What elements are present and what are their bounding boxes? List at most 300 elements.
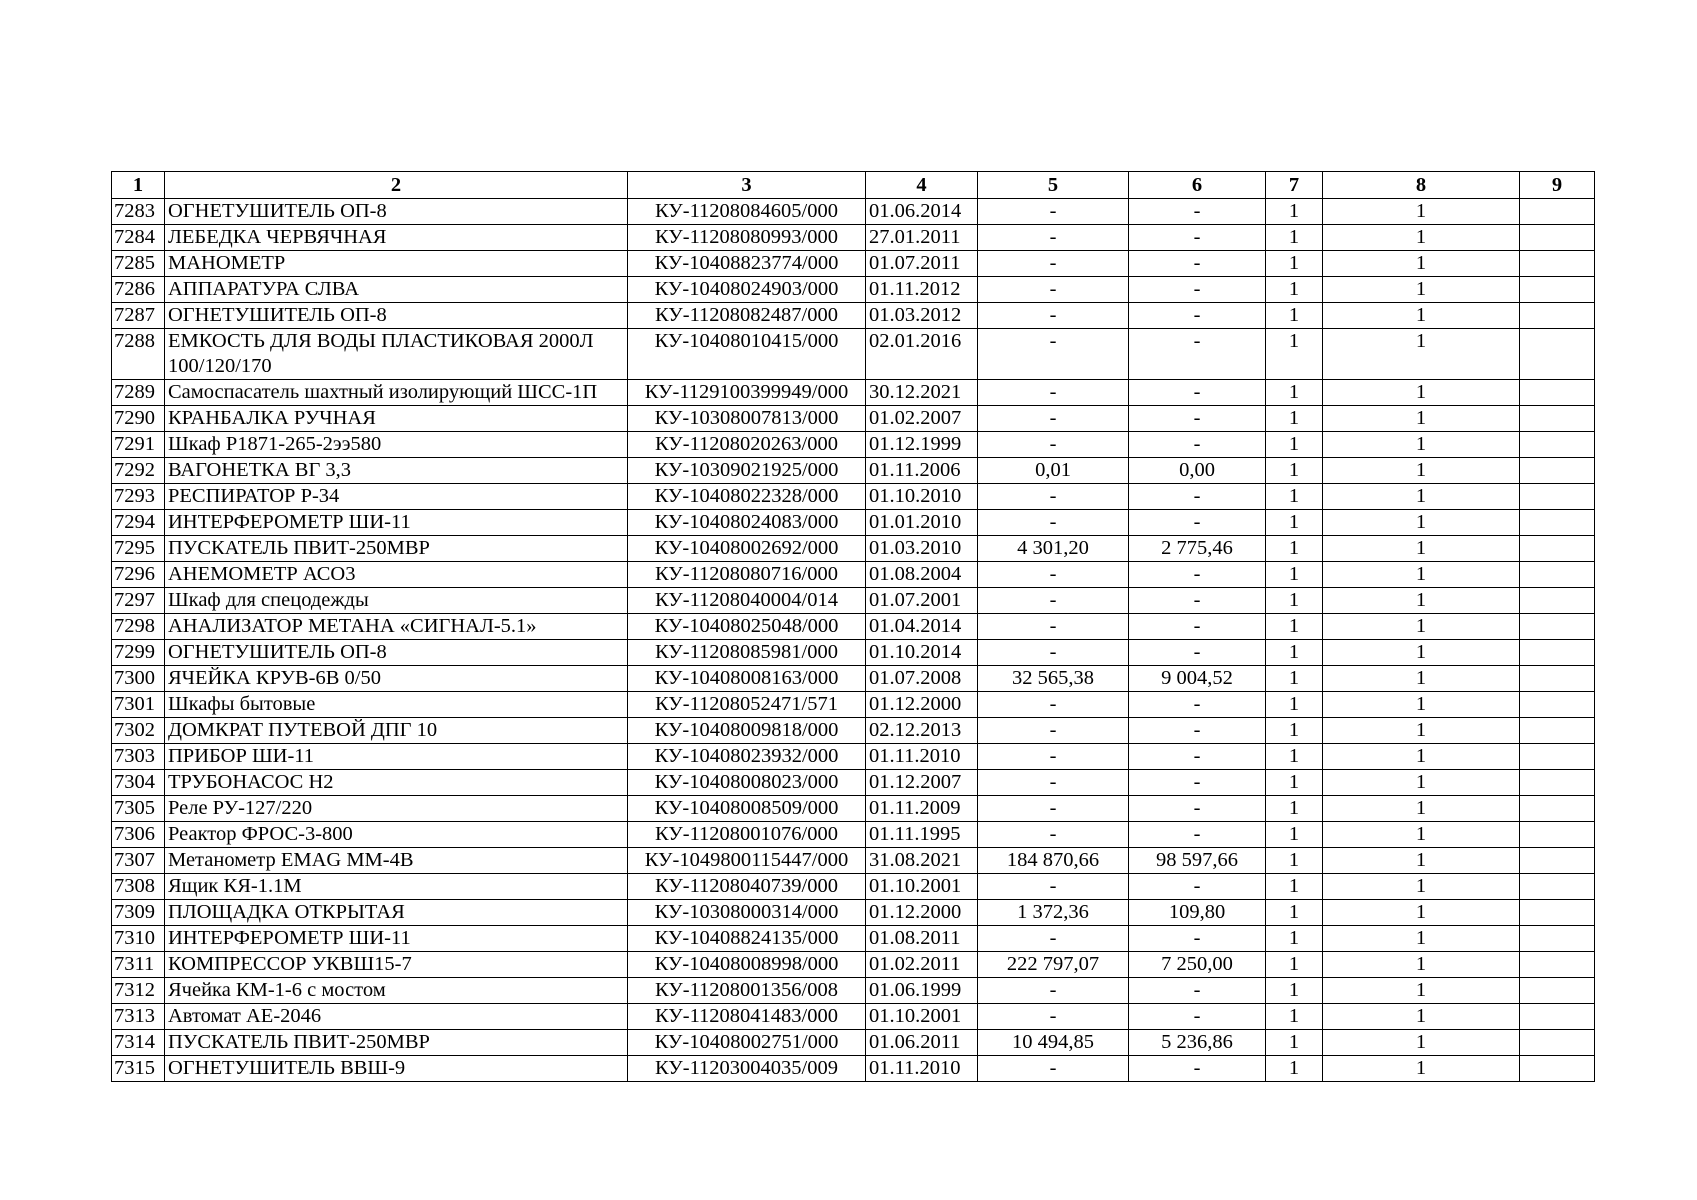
row-number-cell: 7307 — [112, 848, 165, 874]
value-cell-8: 1 — [1323, 900, 1520, 926]
table-row — [112, 926, 1595, 952]
item-name-cell: ПУСКАТЕЛЬ ПВИТ-250МВР — [165, 1030, 628, 1056]
value-cell-5: - — [978, 640, 1129, 666]
item-name-cell: ИНТЕРФЕРОМЕТР ШИ-11 — [165, 926, 628, 952]
date-cell: 01.06.2011 — [866, 1030, 978, 1056]
value-cell-9 — [1520, 614, 1595, 640]
row-number-cell: 7294 — [112, 510, 165, 536]
row-number-cell: 7298 — [112, 614, 165, 640]
date-cell: 01.03.2010 — [866, 536, 978, 562]
value-cell-8: 1 — [1323, 744, 1520, 770]
table-row — [112, 225, 1595, 251]
value-cell-7: 1 — [1266, 588, 1323, 614]
value-cell-5: - — [978, 978, 1129, 1004]
value-cell-9 — [1520, 718, 1595, 744]
value-cell-9 — [1520, 744, 1595, 770]
table-row — [112, 822, 1595, 848]
table-row — [112, 770, 1595, 796]
item-name-cell: ЕМКОСТЬ ДЛЯ ВОДЫ ПЛАСТИКОВАЯ 2000Л 100/120/170 — [165, 329, 628, 380]
value-cell-8: 1 — [1323, 770, 1520, 796]
value-cell-9 — [1520, 458, 1595, 484]
item-name-cell: ВАГОНЕТКА ВГ 3,3 — [165, 458, 628, 484]
column-header: 9 — [1520, 172, 1595, 199]
inventory-code-cell: КУ-11208040004/014 — [628, 588, 866, 614]
value-cell-5: - — [978, 926, 1129, 952]
value-cell-5: - — [978, 588, 1129, 614]
row-number-cell: 7315 — [112, 1056, 165, 1082]
value-cell-7: 1 — [1266, 1056, 1323, 1082]
date-cell: 01.12.2000 — [866, 900, 978, 926]
date-cell: 02.01.2016 — [866, 329, 978, 380]
table-row — [112, 458, 1595, 484]
value-cell-7: 1 — [1266, 277, 1323, 303]
value-cell-7: 1 — [1266, 510, 1323, 536]
inventory-code-cell: КУ-11208085981/000 — [628, 640, 866, 666]
row-number-cell: 7305 — [112, 796, 165, 822]
value-cell-9 — [1520, 562, 1595, 588]
inventory-table — [111, 171, 1595, 1082]
row-number-cell: 7289 — [112, 380, 165, 406]
value-cell-5: - — [978, 251, 1129, 277]
inventory-code-cell: КУ-10408008998/000 — [628, 952, 866, 978]
inventory-code-cell: КУ-11203004035/009 — [628, 1056, 866, 1082]
column-header: 5 — [978, 172, 1129, 199]
value-cell-6: - — [1129, 380, 1266, 406]
inventory-code-cell: КУ-11208041483/000 — [628, 1004, 866, 1030]
value-cell-5: - — [978, 303, 1129, 329]
inventory-code-cell: КУ-11208082487/000 — [628, 303, 866, 329]
table-row — [112, 199, 1595, 225]
value-cell-5: - — [978, 1056, 1129, 1082]
value-cell-8: 1 — [1323, 536, 1520, 562]
value-cell-6: - — [1129, 432, 1266, 458]
value-cell-7: 1 — [1266, 303, 1323, 329]
value-cell-9 — [1520, 900, 1595, 926]
date-cell: 01.10.2001 — [866, 874, 978, 900]
table-row — [112, 1056, 1595, 1082]
row-number-cell: 7312 — [112, 978, 165, 1004]
value-cell-7: 1 — [1266, 225, 1323, 251]
value-cell-5: - — [978, 199, 1129, 225]
item-name-cell: ДОМКРАТ ПУТЕВОЙ ДПГ 10 — [165, 718, 628, 744]
header-row — [112, 172, 1595, 199]
value-cell-5: 32 565,38 — [978, 666, 1129, 692]
table-row — [112, 978, 1595, 1004]
value-cell-5: 0,01 — [978, 458, 1129, 484]
date-cell: 01.07.2001 — [866, 588, 978, 614]
value-cell-6: - — [1129, 588, 1266, 614]
value-cell-9 — [1520, 770, 1595, 796]
table-row — [112, 380, 1595, 406]
value-cell-6: - — [1129, 303, 1266, 329]
inventory-code-cell: КУ-11208020263/000 — [628, 432, 866, 458]
date-cell: 01.03.2012 — [866, 303, 978, 329]
value-cell-7: 1 — [1266, 484, 1323, 510]
value-cell-6: - — [1129, 225, 1266, 251]
table-row — [112, 874, 1595, 900]
value-cell-5: - — [978, 1004, 1129, 1030]
inventory-code-cell: КУ-10408008023/000 — [628, 770, 866, 796]
item-name-cell: КОМПРЕССОР УКВШ15-7 — [165, 952, 628, 978]
value-cell-9 — [1520, 926, 1595, 952]
date-cell: 01.11.2012 — [866, 277, 978, 303]
value-cell-8: 1 — [1323, 588, 1520, 614]
value-cell-8: 1 — [1323, 640, 1520, 666]
value-cell-9 — [1520, 406, 1595, 432]
row-number-cell: 7284 — [112, 225, 165, 251]
inventory-code-cell: КУ-11208001076/000 — [628, 822, 866, 848]
table-row — [112, 251, 1595, 277]
value-cell-7: 1 — [1266, 329, 1323, 380]
value-cell-9 — [1520, 848, 1595, 874]
table-row — [112, 848, 1595, 874]
value-cell-6: - — [1129, 796, 1266, 822]
item-name-cell: АНЕМОМЕТР АСО3 — [165, 562, 628, 588]
value-cell-8: 1 — [1323, 251, 1520, 277]
date-cell: 31.08.2021 — [866, 848, 978, 874]
date-cell: 30.12.2021 — [866, 380, 978, 406]
inventory-code-cell: КУ-1129100399949/000 — [628, 380, 866, 406]
inventory-code-cell: КУ-10408023932/000 — [628, 744, 866, 770]
value-cell-5: - — [978, 614, 1129, 640]
item-name-cell: ПУСКАТЕЛЬ ПВИТ-250МВР — [165, 536, 628, 562]
inventory-code-cell: КУ-11208001356/008 — [628, 978, 866, 1004]
value-cell-8: 1 — [1323, 225, 1520, 251]
table-row — [112, 1030, 1595, 1056]
value-cell-8: 1 — [1323, 666, 1520, 692]
inventory-code-cell: КУ-11208040739/000 — [628, 874, 866, 900]
value-cell-5: - — [978, 874, 1129, 900]
value-cell-5: - — [978, 718, 1129, 744]
value-cell-8: 1 — [1323, 1030, 1520, 1056]
inventory-code-cell: КУ-10408010415/000 — [628, 329, 866, 380]
row-number-cell: 7306 — [112, 822, 165, 848]
value-cell-6: 5 236,86 — [1129, 1030, 1266, 1056]
inventory-code-cell: КУ-10408022328/000 — [628, 484, 866, 510]
row-number-cell: 7302 — [112, 718, 165, 744]
date-cell: 01.07.2008 — [866, 666, 978, 692]
value-cell-7: 1 — [1266, 380, 1323, 406]
value-cell-7: 1 — [1266, 251, 1323, 277]
value-cell-5: - — [978, 510, 1129, 536]
inventory-code-cell: КУ-10308000314/000 — [628, 900, 866, 926]
value-cell-8: 1 — [1323, 510, 1520, 536]
date-cell: 01.08.2004 — [866, 562, 978, 588]
value-cell-8: 1 — [1323, 380, 1520, 406]
value-cell-7: 1 — [1266, 536, 1323, 562]
item-name-cell: Автомат АЕ-2046 — [165, 1004, 628, 1030]
column-header: 8 — [1323, 172, 1520, 199]
value-cell-6: - — [1129, 978, 1266, 1004]
value-cell-5: - — [978, 744, 1129, 770]
date-cell: 01.11.1995 — [866, 822, 978, 848]
table-row — [112, 666, 1595, 692]
value-cell-9 — [1520, 303, 1595, 329]
item-name-cell: КРАНБАЛКА РУЧНАЯ — [165, 406, 628, 432]
table-row — [112, 536, 1595, 562]
table-row — [112, 484, 1595, 510]
column-header: 6 — [1129, 172, 1266, 199]
inventory-code-cell: КУ-10408025048/000 — [628, 614, 866, 640]
value-cell-5: - — [978, 329, 1129, 380]
value-cell-9 — [1520, 952, 1595, 978]
column-header: 7 — [1266, 172, 1323, 199]
date-cell: 02.12.2013 — [866, 718, 978, 744]
date-cell: 01.02.2011 — [866, 952, 978, 978]
table-body — [112, 199, 1595, 1082]
value-cell-5: - — [978, 770, 1129, 796]
row-number-cell: 7290 — [112, 406, 165, 432]
inventory-code-cell: КУ-11208080716/000 — [628, 562, 866, 588]
value-cell-9 — [1520, 796, 1595, 822]
value-cell-7: 1 — [1266, 822, 1323, 848]
value-cell-9 — [1520, 1056, 1595, 1082]
value-cell-7: 1 — [1266, 978, 1323, 1004]
value-cell-6: - — [1129, 562, 1266, 588]
value-cell-6: - — [1129, 718, 1266, 744]
table-row — [112, 640, 1595, 666]
value-cell-5: - — [978, 562, 1129, 588]
value-cell-7: 1 — [1266, 718, 1323, 744]
item-name-cell: ЛЕБЕДКА ЧЕРВЯЧНАЯ — [165, 225, 628, 251]
value-cell-7: 1 — [1266, 900, 1323, 926]
value-cell-8: 1 — [1323, 562, 1520, 588]
value-cell-7: 1 — [1266, 744, 1323, 770]
row-number-cell: 7314 — [112, 1030, 165, 1056]
item-name-cell: Ящик КЯ-1.1М — [165, 874, 628, 900]
column-header: 4 — [866, 172, 978, 199]
row-number-cell: 7292 — [112, 458, 165, 484]
value-cell-8: 1 — [1323, 1056, 1520, 1082]
date-cell: 27.01.2011 — [866, 225, 978, 251]
item-name-cell: АНАЛИЗАТОР МЕТАНА «СИГНАЛ-5.1» — [165, 614, 628, 640]
value-cell-8: 1 — [1323, 329, 1520, 380]
value-cell-9 — [1520, 380, 1595, 406]
table-row — [112, 1004, 1595, 1030]
row-number-cell: 7309 — [112, 900, 165, 926]
value-cell-5: - — [978, 432, 1129, 458]
row-number-cell: 7301 — [112, 692, 165, 718]
value-cell-6: - — [1129, 277, 1266, 303]
value-cell-7: 1 — [1266, 952, 1323, 978]
value-cell-7: 1 — [1266, 562, 1323, 588]
value-cell-6: 0,00 — [1129, 458, 1266, 484]
value-cell-8: 1 — [1323, 614, 1520, 640]
date-cell: 01.07.2011 — [866, 251, 978, 277]
table-row — [112, 432, 1595, 458]
value-cell-9 — [1520, 277, 1595, 303]
item-name-cell: ПРИБОР ШИ-11 — [165, 744, 628, 770]
value-cell-8: 1 — [1323, 926, 1520, 952]
value-cell-8: 1 — [1323, 432, 1520, 458]
date-cell: 01.04.2014 — [866, 614, 978, 640]
value-cell-9 — [1520, 432, 1595, 458]
value-cell-6: - — [1129, 692, 1266, 718]
item-name-cell: МАНОМЕТР — [165, 251, 628, 277]
value-cell-9 — [1520, 484, 1595, 510]
row-number-cell: 7310 — [112, 926, 165, 952]
value-cell-7: 1 — [1266, 406, 1323, 432]
item-name-cell: ИНТЕРФЕРОМЕТР ШИ-11 — [165, 510, 628, 536]
inventory-code-cell: КУ-10408002692/000 — [628, 536, 866, 562]
value-cell-7: 1 — [1266, 432, 1323, 458]
inventory-code-cell: КУ-10408824135/000 — [628, 926, 866, 952]
value-cell-8: 1 — [1323, 952, 1520, 978]
value-cell-9 — [1520, 588, 1595, 614]
value-cell-7: 1 — [1266, 1030, 1323, 1056]
value-cell-6: - — [1129, 510, 1266, 536]
value-cell-8: 1 — [1323, 199, 1520, 225]
value-cell-6: - — [1129, 822, 1266, 848]
value-cell-6: - — [1129, 770, 1266, 796]
value-cell-9 — [1520, 329, 1595, 380]
value-cell-5: - — [978, 796, 1129, 822]
value-cell-6: 9 004,52 — [1129, 666, 1266, 692]
date-cell: 01.02.2007 — [866, 406, 978, 432]
table-row — [112, 952, 1595, 978]
date-cell: 01.01.2010 — [866, 510, 978, 536]
item-name-cell: Шкаф Р1871-265-2ээ580 — [165, 432, 628, 458]
table-row — [112, 614, 1595, 640]
item-name-cell: ОГНЕТУШИТЕЛЬ ОП-8 — [165, 199, 628, 225]
value-cell-8: 1 — [1323, 848, 1520, 874]
value-cell-6: - — [1129, 744, 1266, 770]
item-name-cell: Ячейка КМ-1-6 с мостом — [165, 978, 628, 1004]
value-cell-5: 4 301,20 — [978, 536, 1129, 562]
table-row — [112, 588, 1595, 614]
column-header: 1 — [112, 172, 165, 199]
value-cell-5: - — [978, 484, 1129, 510]
value-cell-5: 184 870,66 — [978, 848, 1129, 874]
value-cell-6: - — [1129, 640, 1266, 666]
inventory-code-cell: КУ-10408823774/000 — [628, 251, 866, 277]
value-cell-7: 1 — [1266, 848, 1323, 874]
date-cell: 01.12.1999 — [866, 432, 978, 458]
value-cell-9 — [1520, 251, 1595, 277]
table-row — [112, 406, 1595, 432]
table-row — [112, 510, 1595, 536]
row-number-cell: 7311 — [112, 952, 165, 978]
value-cell-8: 1 — [1323, 796, 1520, 822]
value-cell-9 — [1520, 1004, 1595, 1030]
inventory-code-cell: КУ-11208052471/571 — [628, 692, 866, 718]
value-cell-8: 1 — [1323, 692, 1520, 718]
value-cell-5: - — [978, 406, 1129, 432]
value-cell-8: 1 — [1323, 303, 1520, 329]
inventory-code-cell: КУ-10408024083/000 — [628, 510, 866, 536]
value-cell-9 — [1520, 536, 1595, 562]
row-number-cell: 7285 — [112, 251, 165, 277]
inventory-code-cell: КУ-10408002751/000 — [628, 1030, 866, 1056]
value-cell-5: - — [978, 225, 1129, 251]
value-cell-6: - — [1129, 251, 1266, 277]
row-number-cell: 7300 — [112, 666, 165, 692]
value-cell-9 — [1520, 199, 1595, 225]
value-cell-7: 1 — [1266, 458, 1323, 484]
row-number-cell: 7296 — [112, 562, 165, 588]
value-cell-8: 1 — [1323, 458, 1520, 484]
date-cell: 01.10.2014 — [866, 640, 978, 666]
row-number-cell: 7287 — [112, 303, 165, 329]
table-row — [112, 692, 1595, 718]
table-row — [112, 718, 1595, 744]
table-row — [112, 303, 1595, 329]
value-cell-9 — [1520, 666, 1595, 692]
value-cell-7: 1 — [1266, 796, 1323, 822]
value-cell-8: 1 — [1323, 406, 1520, 432]
date-cell: 01.11.2009 — [866, 796, 978, 822]
inventory-code-cell: КУ-10408008509/000 — [628, 796, 866, 822]
value-cell-9 — [1520, 692, 1595, 718]
value-cell-7: 1 — [1266, 614, 1323, 640]
value-cell-6: 109,80 — [1129, 900, 1266, 926]
inventory-code-cell: КУ-1049800115447/000 — [628, 848, 866, 874]
inventory-code-cell: КУ-10408024903/000 — [628, 277, 866, 303]
date-cell: 01.11.2010 — [866, 744, 978, 770]
table-row — [112, 277, 1595, 303]
value-cell-9 — [1520, 225, 1595, 251]
value-cell-5: 222 797,07 — [978, 952, 1129, 978]
inventory-code-cell: КУ-11208084605/000 — [628, 199, 866, 225]
value-cell-6: - — [1129, 199, 1266, 225]
value-cell-7: 1 — [1266, 199, 1323, 225]
date-cell: 01.11.2010 — [866, 1056, 978, 1082]
value-cell-8: 1 — [1323, 277, 1520, 303]
value-cell-9 — [1520, 510, 1595, 536]
row-number-cell: 7299 — [112, 640, 165, 666]
table-row — [112, 562, 1595, 588]
value-cell-8: 1 — [1323, 718, 1520, 744]
value-cell-6: - — [1129, 614, 1266, 640]
value-cell-7: 1 — [1266, 666, 1323, 692]
value-cell-9 — [1520, 822, 1595, 848]
value-cell-9 — [1520, 1030, 1595, 1056]
row-number-cell: 7304 — [112, 770, 165, 796]
value-cell-6: - — [1129, 1004, 1266, 1030]
value-cell-5: - — [978, 380, 1129, 406]
inventory-code-cell: КУ-10308007813/000 — [628, 406, 866, 432]
item-name-cell: АППАРАТУРА СЛВА — [165, 277, 628, 303]
date-cell: 01.08.2011 — [866, 926, 978, 952]
value-cell-7: 1 — [1266, 926, 1323, 952]
value-cell-7: 1 — [1266, 874, 1323, 900]
row-number-cell: 7303 — [112, 744, 165, 770]
item-name-cell: Реле РУ-127/220 — [165, 796, 628, 822]
value-cell-7: 1 — [1266, 640, 1323, 666]
value-cell-7: 1 — [1266, 1004, 1323, 1030]
date-cell: 01.06.2014 — [866, 199, 978, 225]
value-cell-8: 1 — [1323, 874, 1520, 900]
value-cell-6: - — [1129, 1056, 1266, 1082]
table-row — [112, 796, 1595, 822]
value-cell-9 — [1520, 640, 1595, 666]
value-cell-9 — [1520, 978, 1595, 1004]
item-name-cell: ОГНЕТУШИТЕЛЬ ОП-8 — [165, 303, 628, 329]
item-name-cell: Шкафы бытовые — [165, 692, 628, 718]
value-cell-8: 1 — [1323, 822, 1520, 848]
value-cell-8: 1 — [1323, 484, 1520, 510]
table-row — [112, 744, 1595, 770]
row-number-cell: 7291 — [112, 432, 165, 458]
item-name-cell: ОГНЕТУШИТЕЛЬ ОП-8 — [165, 640, 628, 666]
row-number-cell: 7283 — [112, 199, 165, 225]
column-header: 2 — [165, 172, 628, 199]
column-header: 3 — [628, 172, 866, 199]
value-cell-6: 98 597,66 — [1129, 848, 1266, 874]
date-cell: 01.10.2001 — [866, 1004, 978, 1030]
value-cell-7: 1 — [1266, 692, 1323, 718]
value-cell-9 — [1520, 874, 1595, 900]
